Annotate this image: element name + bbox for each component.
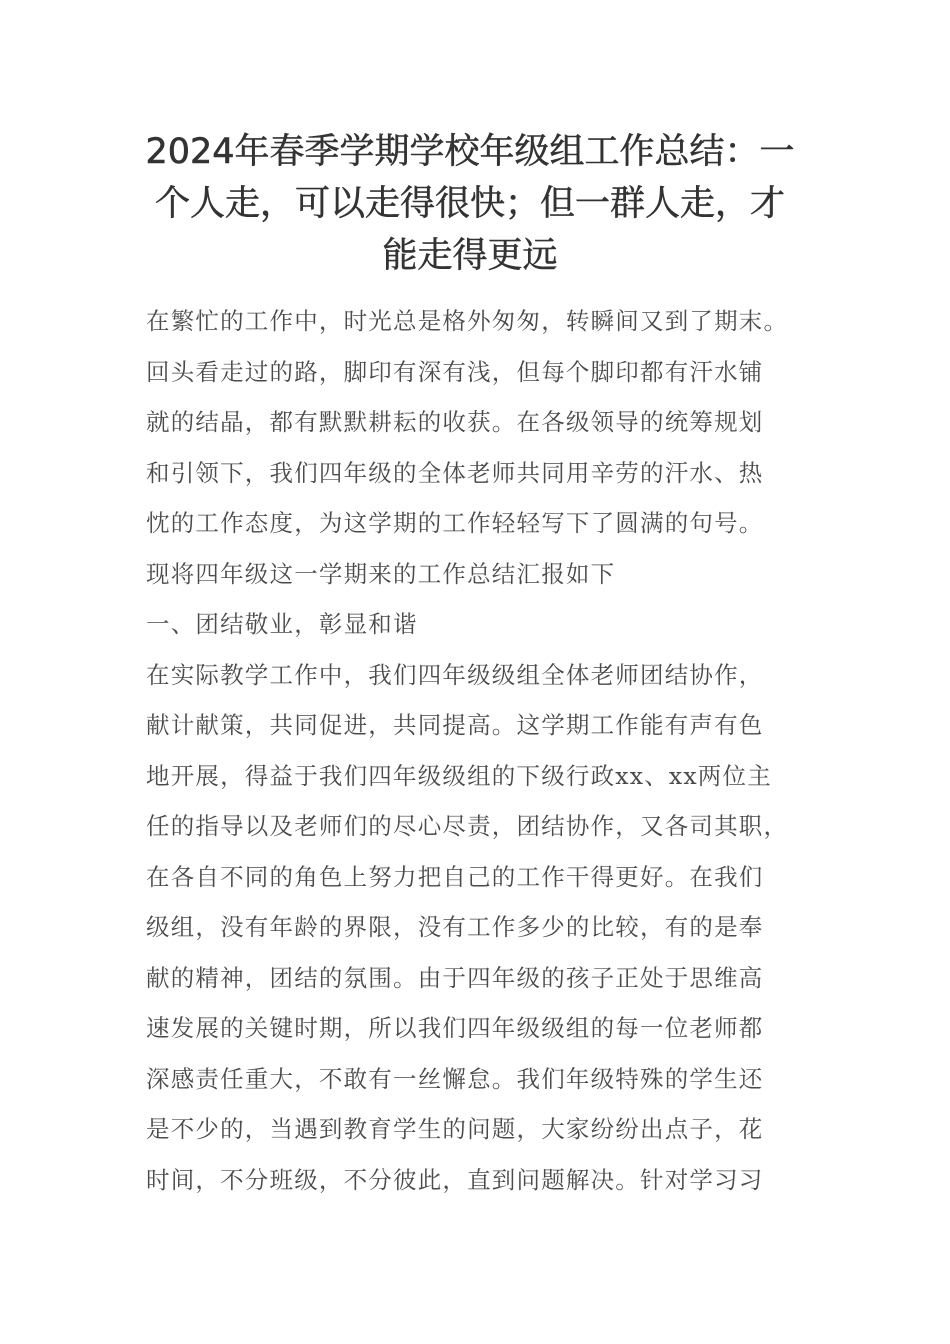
body-paragraph-line: 时间，不分班级，不分彼此，直到问题解决。针对学习习 [146, 1165, 764, 1194]
body-paragraph-line: 任的指导以及老师们的尽心尽责，团结协作，又各司其职， [146, 812, 789, 840]
body-paragraph-line: 就的结晶，都有默默耕耘的收获。在各级领导的统筹规划 [146, 408, 764, 436]
title-line: 能走得更远 [382, 236, 558, 276]
body-paragraph-line: 现将四年级这一学期来的工作总结汇报如下 [146, 559, 616, 588]
body-paragraph-line: 和引领下，我们四年级的全体老师共同用辛劳的汗水、热 [146, 458, 764, 487]
section-heading: 一、团结敬业，彰显和谐 [146, 610, 418, 638]
body-paragraph-line: 级组，没有年龄的界限，没有工作多少的比较，有的是奉 [146, 913, 764, 941]
document-title [140, 126, 800, 282]
body-paragraph-line: 速发展的关键时期，所以我们四年级级组的每一位老师都 [146, 1014, 764, 1042]
body-paragraph-line: 回头看走过的路，脚印有深有浅，但每个脚印都有汗水铺 [146, 357, 764, 386]
body-paragraph-line: 地开展，得益于我们四年级级组的下级行政xx、xx两位主 [146, 761, 772, 790]
body-paragraph-line: 在各自不同的角色上努力把自己的工作干得更好。在我们 [146, 862, 764, 891]
body-paragraph-line: 忱的工作态度，为这学期的工作轻轻写下了圆满的句号。 [146, 509, 764, 537]
body-paragraph-line: 深感责任重大，不敢有一丝懈怠。我们年级特殊的学生还 [146, 1064, 764, 1093]
document-body [146, 296, 826, 1205]
body-paragraph-line: 是不少的，当遇到教育学生的问题，大家纷纷出点子，花 [146, 1115, 764, 1143]
title-line: 个人走，可以走得很快；但一群人走，才 [154, 184, 785, 224]
body-paragraph-line: 献的精神，团结的氛围。由于四年级的孩子正处于思维高 [146, 963, 764, 992]
title-line: 2024年春季学期学校年级组工作总结：一 [145, 132, 795, 172]
body-paragraph-line: 献计献策，共同促进，共同提高。这学期工作能有声有色 [146, 711, 764, 739]
body-paragraph-line: 在繁忙的工作中，时光总是格外匆匆，转瞬间又到了期末。 [146, 307, 789, 335]
body-paragraph-line: 在实际教学工作中，我们四年级级组全体老师团结协作， [146, 660, 764, 689]
